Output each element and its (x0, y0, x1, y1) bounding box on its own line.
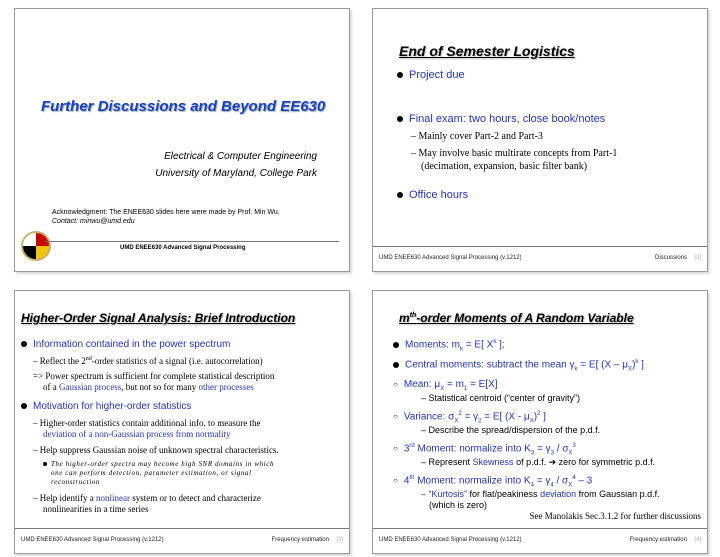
slide4-fourth-desc (421, 489, 660, 499)
slide3-line-2: => Power spectrum is sufficient for complete statistical description (33, 371, 275, 381)
f1d: / σ (553, 475, 569, 487)
slide2-b1-text: Project due (409, 69, 465, 81)
slide4-third (393, 443, 576, 456)
slide3-line-7c: reconstruction (51, 478, 100, 486)
t-sup: th (409, 312, 417, 319)
v1sup: 2 (458, 411, 462, 417)
bullet-icon (21, 341, 27, 347)
t1sub: 3 (530, 450, 535, 457)
slide4-third-desc (421, 457, 655, 468)
slide3-line-7a (43, 460, 274, 468)
b2sub2: X (628, 366, 633, 373)
slide4-see-ref: See Manolakis Sec.3.1.2 for further discussions (529, 511, 701, 521)
slide2-sub-2b: (decimation, expansion, basic filter bank) (421, 161, 588, 172)
slide3-footer-right: Frequency estimation (271, 537, 329, 543)
f2a: – “Kurtosis” (421, 489, 468, 499)
b1: Moments: m (405, 339, 461, 351)
slide4-mean (393, 379, 498, 392)
f1a: 4 (403, 475, 410, 487)
slide4-bullet-moments (393, 339, 505, 352)
slide3-b1-text: Information contained in the power spectrum (33, 339, 231, 350)
slide4-title (399, 311, 634, 325)
slide2-b2-text: Final exam: two hours, close book/notes (409, 113, 606, 125)
slide4-variance (393, 411, 546, 424)
f2d: from Gaussian p.d.f. (576, 489, 660, 499)
slide4-footer (373, 528, 707, 553)
slide2-footer-left: UMD ENEE630 Advanced Signal Processing (v.1212) (379, 255, 522, 261)
slide4-variance-desc: – Describe the spread/dispersion of the p.d.f. (421, 425, 601, 435)
bullet-icon (393, 342, 399, 348)
m1b: = m (444, 379, 464, 390)
l1b: -order statistics of a signal (i.e. autocorrelation) (91, 356, 263, 366)
f1sub: 4 (530, 482, 534, 489)
slide1-ack: Acknowledgment: The ENEE630 slides here were made by Prof. Min Wu. (52, 209, 280, 216)
slide2-bullet-2 (397, 113, 605, 125)
bullet-icon (397, 72, 403, 78)
f1b: Moment: normalize into K (414, 475, 531, 487)
slide2-b3-text: Office hours (409, 189, 469, 201)
b2sub: k (574, 366, 578, 373)
circle-bullet-icon: ○ (393, 476, 398, 486)
v1b: = γ (461, 411, 479, 423)
slide-3 (14, 290, 350, 554)
b1sub: k (460, 346, 464, 353)
l8a: Help identify a (39, 493, 96, 503)
l3d: other processes (198, 382, 254, 392)
l6: Help suppress Gaussian noise of unknown spectral characteristics. (39, 445, 279, 455)
t-a: m (399, 311, 410, 325)
m1c: = E[X] (467, 379, 498, 390)
b2d: ] (638, 359, 644, 371)
f1c: = γ (533, 475, 551, 487)
bullet-icon (393, 362, 399, 368)
b2c: ) (632, 359, 636, 371)
slide3-footer-left: UMD ENEE630 Advanced Signal Processing (v.1212) (21, 537, 164, 543)
t2c: of p.d.f. ➔ zero for symmetric p.d.f. (513, 457, 656, 467)
l1a: Reflect the 2 (39, 356, 86, 366)
l4: Higher-order statistics contain additional info. to measure the (39, 418, 261, 428)
m1sub: X (440, 386, 445, 392)
slide2-footer-right: Discussions (654, 255, 687, 261)
b1c: ]; (496, 339, 505, 351)
m1: Mean: μ (403, 379, 441, 390)
slide2-title: End of Semester Logistics (399, 43, 575, 59)
v1sub2: 2 (478, 418, 482, 425)
l7a: The higher-order spectra may become high SNR domains in which (51, 460, 275, 468)
circle-bullet-icon: ○ (393, 412, 398, 422)
slide3-line-8: – Help identify a nonlinear system or to detect and characterize (33, 493, 261, 503)
t1sub2: 3 (550, 450, 555, 457)
slide2-s2a-text: May involve basic multirate concepts from Part-1 (418, 148, 618, 159)
slide3-line-9: nonlinearities in a time series (43, 504, 149, 514)
l8c: system or to detect and characterize (129, 493, 261, 503)
v1c: = E[ (X - μ (481, 411, 530, 423)
v1e: ] (540, 411, 546, 423)
slide2-s1-text: Mainly cover Part-2 and Part-3 (418, 131, 543, 142)
slide4-fourth (393, 475, 592, 488)
slide1-dept: Electrical & Computer Engineering (164, 151, 317, 162)
slide3-b2-text: Motivation for higher-order statistics (33, 401, 192, 412)
slide2-sub-2: – May involve basic multirate concepts from Part-1 (411, 148, 618, 159)
slide4-footer-right: Frequency estimation (629, 537, 687, 543)
slide2-footer (373, 246, 707, 271)
slide4-page: [4] (694, 537, 701, 543)
slide3-bullet-1 (21, 339, 230, 350)
circle-bullet-icon: ○ (393, 380, 398, 389)
bullet-icon (397, 116, 403, 122)
slide1-title: Further Discussions and Beyond EE630 (41, 98, 326, 115)
slide3-line-5: deviation of a non-Gaussian process from normality (43, 429, 231, 439)
slide2-bullet-1 (397, 69, 465, 81)
t2a: – Represent (421, 457, 473, 467)
v1: Variance: σ (403, 411, 455, 423)
slide3-line-3 (43, 382, 254, 392)
t1b: Moment: normalize into K (414, 443, 531, 455)
slide-1 (14, 8, 350, 272)
f1sup2: 4 (572, 475, 576, 481)
f1sub3: X (568, 482, 573, 489)
slide3-line-6: – Help suppress Gaussian noise of unknown spectral characteristics. (33, 445, 279, 455)
b2b: = E[ (X – μ (577, 359, 629, 371)
slide2-sub-1: – Mainly cover Part-2 and Part-3 (411, 131, 543, 142)
l3b: Gaussian process (59, 382, 122, 392)
umd-logo-icon (21, 231, 51, 261)
bullet-icon (397, 192, 403, 198)
slide4-mean-desc: – Statistical centroid (“center of gravity”) (421, 393, 581, 403)
f1sup: th (409, 475, 415, 481)
slide-4 (372, 290, 708, 554)
b1sup: k (493, 339, 497, 345)
t-b: -order Moments of A Random Variable (416, 311, 634, 325)
slide3-line-1: – Reflect the 2nd-order statistics of a signal (i.e. autocorrelation) (33, 356, 263, 366)
f1e: – 3 (575, 475, 593, 487)
slide1-contact: Contact: minwu@umd.edu (52, 218, 135, 225)
t1c: = γ (534, 443, 551, 455)
slide3-line-7b: one can perform detection, parameter estimation, or signal (51, 469, 252, 477)
l1sup: nd (85, 356, 92, 362)
b2sup: k (635, 359, 639, 365)
b2a: Central moments: subtract the mean γ (405, 359, 575, 371)
slide2-page: [2] (694, 255, 701, 261)
l3a: of a (43, 382, 59, 392)
slide4-fourth-desc-2: (which is zero) (429, 500, 488, 510)
circle-bullet-icon: ○ (393, 444, 398, 454)
f2b: for flat/peakiness (467, 489, 541, 499)
b1b: = E[ X (463, 339, 494, 351)
t2b: Skewness (472, 457, 514, 467)
slide-2 (372, 8, 708, 272)
l8b: nonlinear (95, 493, 130, 503)
slide1-univ: University of Maryland, College Park (155, 168, 317, 179)
bullet-icon (43, 462, 47, 466)
m1sub2: 1 (463, 386, 468, 392)
slide3-bullet-2 (21, 401, 191, 412)
l3c: , but not so for many (121, 382, 199, 392)
slide2-bullet-3 (397, 189, 468, 201)
slide4-footer-left: UMD ENEE630 Advanced Signal Processing (v.1212) (379, 537, 522, 543)
slide3-footer (15, 528, 349, 553)
slide3-title: Higher-Order Signal Analysis: Brief Introduction (21, 311, 296, 325)
v1sup2: 2 (537, 411, 541, 417)
slide3-line-4: – Higher-order statistics contain additional info. to measure the (33, 418, 261, 428)
t1a: 3 (403, 443, 410, 455)
v1sub: X (454, 418, 459, 425)
f2c: deviation (540, 489, 577, 499)
v1d: ) (533, 411, 538, 423)
t1sup2: 3 (572, 443, 576, 449)
f1sub2: 4 (550, 482, 554, 489)
t1sup: rd (409, 443, 415, 449)
slide1-rule (45, 241, 339, 242)
slide1-footer: UMD ENEE630 Advanced Signal Processing (120, 245, 246, 251)
bullet-icon (21, 403, 27, 409)
slide4-bullet-central (393, 359, 644, 372)
v1sub3: X (529, 418, 534, 425)
t1sub3: X (568, 450, 573, 457)
t1d: / σ (554, 443, 569, 455)
slide3-page: [3] (336, 537, 343, 543)
